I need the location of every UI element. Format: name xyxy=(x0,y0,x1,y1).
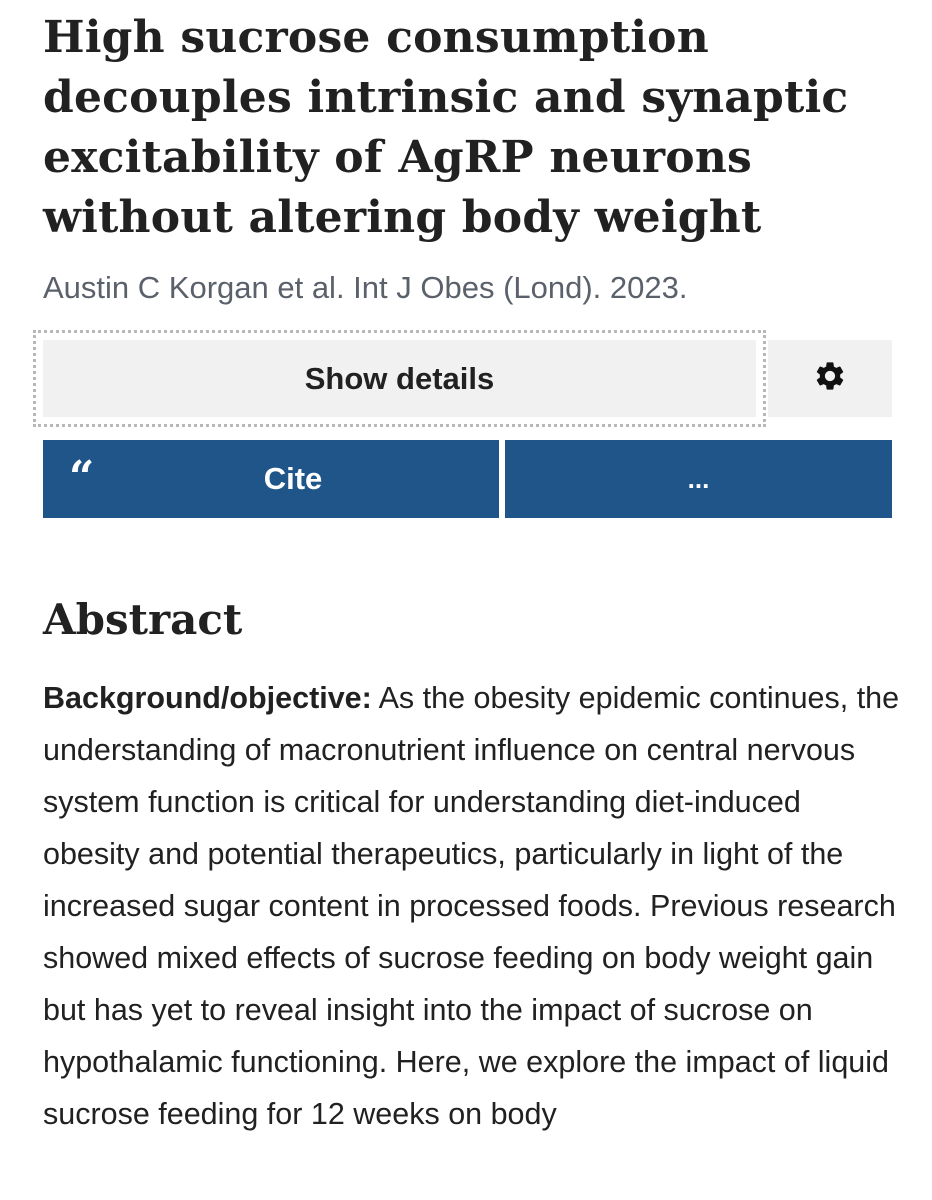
abstract-heading: Abstract xyxy=(43,595,243,644)
abstract-section-label: Background/objective: xyxy=(43,681,372,715)
display-options-button[interactable] xyxy=(768,340,892,417)
more-actions-button[interactable]: ... xyxy=(505,440,892,518)
quote-icon: “ xyxy=(69,452,95,503)
abstract-paragraph xyxy=(43,672,903,1140)
gear-icon xyxy=(813,359,847,398)
abstract-text: As the obesity epidemic continues, the understanding of macronutrient influence on central nervous system function is critical for understanding diet-induced obesity and potential therapeutics, particularly in light of the increased sugar content in processed foods. Previous research showed mixed effects of sucrose feeding on body weight gain but has yet to reveal insight into the impact of sucrose on hypothalamic functioning. Here, we explore the impact of liquid sucrose feeding for 12 weeks on body xyxy=(43,681,900,1131)
cite-label: Cite xyxy=(263,461,323,496)
article-title: High sucrose consumption decouples intrinsic and synaptic excitability of AgRP neurons without altering body weight xyxy=(43,12,849,243)
article-byline[interactable]: Austin C Korgan et al. Int J Obes (Lond). 2023. xyxy=(43,270,688,305)
cite-button[interactable] xyxy=(43,440,499,518)
show-details-button[interactable]: Show details xyxy=(43,340,756,417)
